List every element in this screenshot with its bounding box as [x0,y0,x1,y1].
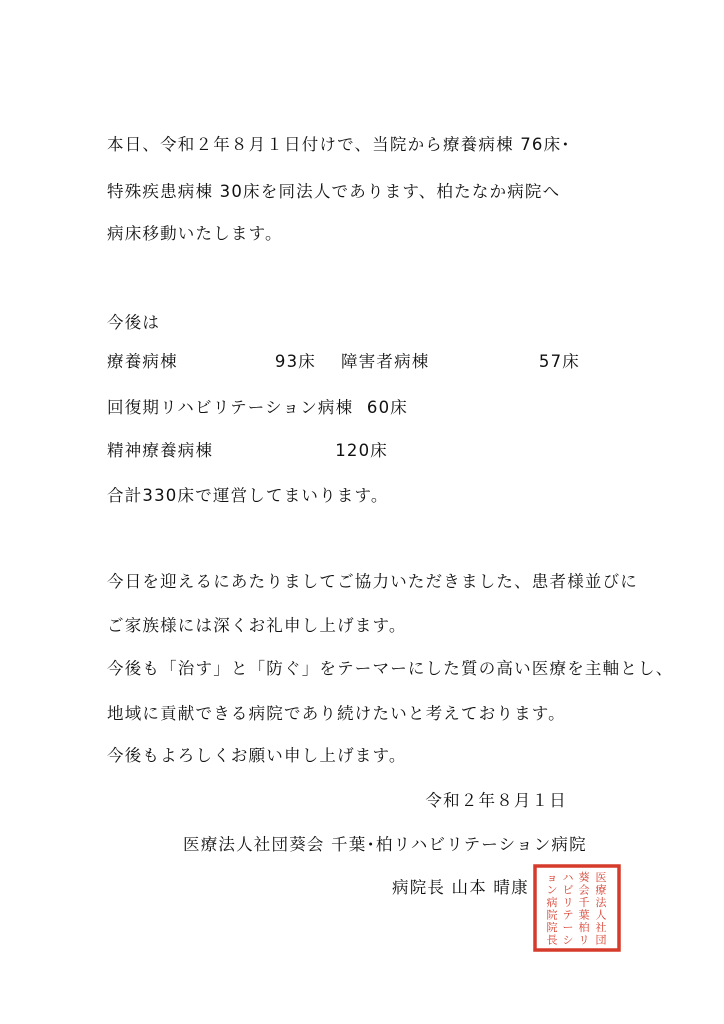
ward-shogai-label: 障害者病棟 [341,352,430,371]
seal-glyph: リ [578,933,590,947]
seal-glyph: 人 [595,908,607,922]
closing-line-4: 地域に貢献できる病院であり続けたいと考えております。 [107,704,566,723]
seal-glyph: 社 [595,921,607,934]
seal-glyph: 団 [595,933,607,947]
document-date: 令和２年８月１日 [425,791,567,810]
ward-shogai-value: 57床 [538,352,580,371]
closing-line-1: 今日を迎えるにあたりましてご協力いただきました、患者様並びに [107,572,638,591]
seal-glyph: ン [546,883,558,897]
seal-glyph: 法 [595,896,607,909]
seal-glyph: 会 [578,883,590,897]
seal-glyph: ハ [562,871,574,884]
seal-glyph: 院 [546,908,558,922]
seal-glyph: 病 [546,896,558,909]
future-heading: 今後は [107,313,161,332]
signatory-name: 病院長 山本 晴康 [392,878,529,897]
organization-name: 医療法人社団葵会 千葉･柏リハビリテーション病院 [183,835,587,854]
seal-glyph: リ [562,896,574,909]
seal-glyph: テ [562,908,574,922]
seal-glyph: 千 [578,896,590,909]
seal-glyph: 柏 [578,921,590,934]
seal-glyph: ビ [562,883,574,897]
closing-line-2: ご家族様には深くお礼申し上げます。 [107,616,407,635]
closing-line-5: 今後もよろしくお願い申し上げます。 [107,746,407,765]
seal-glyph: シ [562,933,574,947]
seal-glyph: 葵 [578,871,590,884]
ward-ryoyo-value: 93床 [274,352,316,371]
ward-ryoyo-label: 療養病棟 [107,352,178,371]
intro-line-2: 特殊疾患病棟 30床を同法人であります、柏たなか病院へ [107,182,561,201]
seal-icon [532,863,622,953]
seal-glyph: 療 [595,883,607,897]
seal-glyph: ョ [546,871,558,884]
ward-kaifuku-value: 60床 [366,398,408,417]
ward-kaifuku-label: 回復期リハビリテーション病棟 [107,398,354,417]
ward-seishin-label: 精神療養病棟 [107,441,214,460]
seal-glyph: 医 [595,871,607,884]
intro-line-1: 本日、令和２年８月１日付けで、当院から療養病棟 76床･ [107,135,571,154]
ward-seishin-value: 120床 [335,441,388,460]
seal-glyph: 葉 [578,908,590,922]
seal-glyph: 院 [546,921,558,934]
hospital-seal-stamp [532,863,622,953]
seal-glyph: 長 [546,933,558,947]
total-line: 合計330床で運営してまいります。 [107,486,389,505]
closing-line-3: 今後も「治す」と「防ぐ」をテーマーにした質の高い医療を主軸とし、 [107,659,674,678]
intro-line-3: 病床移動いたします。 [107,224,283,243]
seal-glyph: ー [562,921,574,934]
